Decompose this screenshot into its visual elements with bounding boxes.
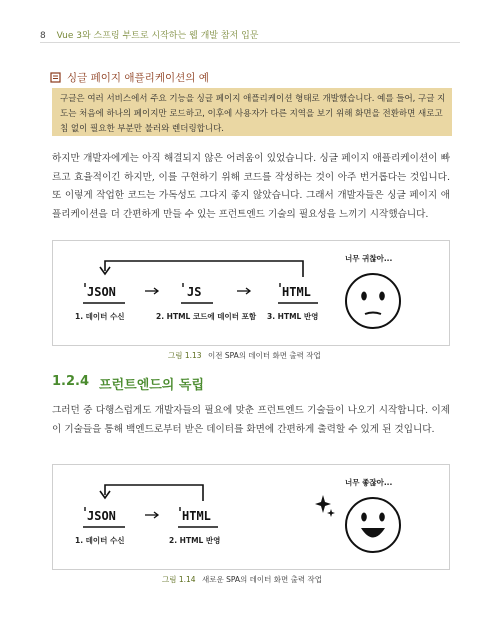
speech-text: 너무 좋잖아...	[345, 478, 393, 487]
page-header	[40, 28, 259, 41]
note-icon	[50, 72, 61, 83]
step-1-label: 1. 데이터 수신	[75, 536, 125, 545]
step-1-label: 1. 데이터 수신	[75, 312, 125, 321]
page-number: 8	[40, 31, 46, 41]
section-heading	[52, 374, 204, 393]
step-2-icon-text: HTML	[182, 509, 211, 523]
step-2-label: 2. HTML 코드에 데이터 포함	[156, 312, 257, 321]
figure-2-caption	[162, 574, 322, 585]
step-2-icon-text: JS	[187, 285, 202, 299]
step-3-label: 3. HTML 반영	[267, 312, 319, 321]
step-1-icon-text: JSON	[87, 509, 116, 523]
header-divider	[40, 42, 460, 43]
figure-1-caption	[168, 350, 321, 361]
note-title-text: 싱글 페이지 애플리케이션의 예	[67, 72, 209, 84]
step-1-icon-text: JSON	[87, 285, 116, 299]
section-title: 프런트엔드의 독립	[99, 378, 205, 393]
annoyed-face-icon	[343, 271, 403, 331]
body-paragraph-1: 하지만 개발자에게는 아직 해결되지 않은 어려움이 있었습니다. 싱글 페이지 애플리케이션이 빠르고 효율적이긴 하지만, 이를 구현하기 위해 코드를 작성하는 것이 아주 번거롭다는 것입니다. 또 이렇게 작업한 코드는 가독성도 그다지 좋지 않았습니다. 그래서 개발자들은 싱글 페이지 애플리케이션을 더 간편하게 만들 수 있는 프런트엔드 기술의 필요성을 느끼기 시작했습니다.	[52, 153, 450, 220]
figure-2	[52, 464, 450, 570]
body-paragraph-2: 그러던 중 다행스럽게도 개발자들의 필요에 맞춘 프런트엔드 기술들이 나오기 시작합니다. 이제 이 기술들을 통해 백엔드로부터 받은 데이터를 화면에 간편하게 출력할 수 있게 된 것입니다.	[52, 405, 450, 435]
note-text: 구글은 여러 서비스에서 주요 기능을 싱글 페이지 애플리케이션 형태로 개발했습니다. 예를 들어, 구글 지도는 처음에 하나의 페이지만 로드하고, 이후에 사용자가 다른 지역을 보기 위해 화면을 전환하면 새로고침 없이 필요한 부분만 불러와 렌더링합니다.	[60, 94, 446, 134]
section-number: 1.2.4	[52, 374, 90, 389]
sparkle-icon	[315, 493, 337, 519]
speech-text: 너무 귀찮아...	[345, 254, 393, 263]
step-3-icon-text: HTML	[282, 285, 311, 299]
figure-2-caption-label: 그림 1.14	[162, 575, 196, 584]
figure-1-caption-text: 이전 SPA의 데이터 화면 출력 작업	[207, 351, 321, 360]
step-2-label: 2. HTML 반영	[169, 536, 221, 545]
happy-face-icon	[343, 495, 403, 555]
figure-1-caption-label: 그림 1.13	[168, 351, 202, 360]
book-title: Vue 3와 스프링 부트로 시작하는 웹 개발 참저 입문	[56, 31, 259, 41]
figure-2-caption-text: 새로운 SPA의 데이터 화면 출력 작업	[201, 575, 323, 584]
figure-1	[52, 240, 450, 346]
note-title	[50, 70, 209, 85]
